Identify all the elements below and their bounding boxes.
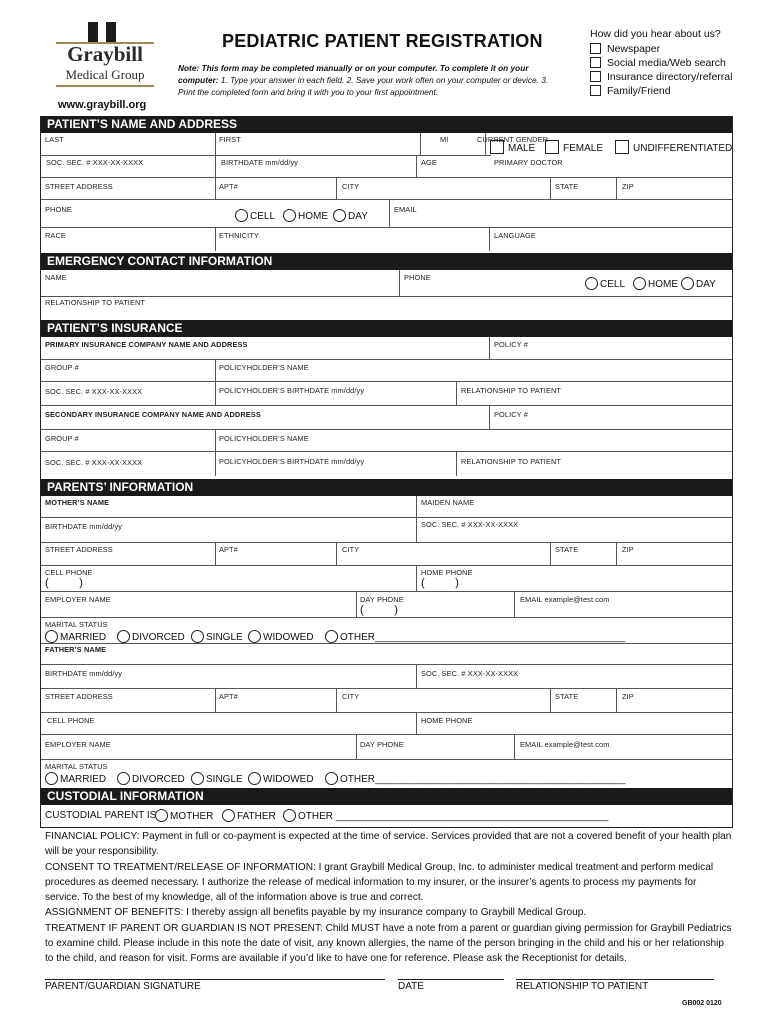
logo-name: Graybill	[67, 42, 143, 66]
mother-marital-status-label: MARITAL STATUS	[45, 620, 108, 629]
checkbox-icon[interactable]	[545, 140, 559, 154]
patient-phone-day-option[interactable]: DAY	[333, 209, 368, 222]
logo-mark-icon	[88, 22, 116, 42]
father-city-field[interactable]: CITY	[342, 692, 360, 701]
radio-icon[interactable]	[45, 772, 58, 785]
patient-phone-field[interactable]: PHONE	[45, 205, 72, 214]
treatment-policy: TREATMENT IF PARENT OR GUARDIAN IS NOT PRESENT: Child MUST have a note from a parent or guardian giving permission for Graybill Pediatrics to examine child. Please include in this note the date of visit, any known allergies, the name of the person bringing in the child and his or her relationship to the child, and reason for visit. Forms are available if you’d like to have one for reference. Please ask the Receptionist for details.	[45, 922, 732, 965]
mother-cell-phone-field[interactable]: CELL PHONE	[45, 568, 93, 577]
radio-icon[interactable]	[248, 772, 261, 785]
secondary-holder-birthdate-field[interactable]: POLICYHOLDER’S BIRTHDATE mm/dd/yy	[219, 457, 365, 466]
current-gender-label: CURRENT GENDER	[477, 135, 549, 144]
form-code: GB002 0120	[682, 1000, 722, 1007]
patient-phone-cell-option[interactable]: CELL	[235, 209, 275, 222]
custodial-parent-label: CUSTODIAL PARENT IS	[45, 810, 157, 821]
mother-state-field[interactable]: STATE	[555, 545, 579, 554]
policy-statements	[45, 829, 733, 967]
patient-state-field[interactable]: STATE	[555, 182, 579, 191]
emergency-phone-home-option[interactable]: HOME	[633, 277, 678, 290]
hear-option-family[interactable]: Family/Friend	[590, 85, 671, 97]
gender-female-option[interactable]: FEMALE	[545, 140, 603, 154]
father-state-field[interactable]: STATE	[555, 692, 579, 701]
hear-about-label: How did you hear about us?	[590, 28, 721, 40]
mother-marital-single[interactable]: SINGLE	[191, 630, 243, 643]
checkbox-icon[interactable]	[615, 140, 629, 154]
father-ssn-field[interactable]: SOC. SEC. # XXX-XX-XXXX	[421, 669, 519, 678]
father-name-field[interactable]: FATHER’S NAME	[45, 645, 107, 654]
checkbox-icon[interactable]	[490, 140, 504, 154]
radio-icon[interactable]	[117, 630, 130, 643]
section-custodial-information: CUSTODIAL INFORMATION	[41, 788, 732, 805]
date-label: DATE	[398, 981, 424, 992]
patient-phone-home-option[interactable]: HOME	[283, 209, 328, 222]
primary-ssn-field[interactable]: SOC. SEC. # XXX-XX-XXXX	[45, 387, 143, 396]
mother-city-field[interactable]: CITY	[342, 545, 360, 554]
mother-zip-field[interactable]: ZIP	[622, 545, 634, 554]
patient-language-field[interactable]: LANGUAGE	[494, 231, 536, 240]
registration-form	[40, 116, 733, 828]
patient-city-field[interactable]: CITY	[342, 182, 360, 191]
father-apt-field[interactable]: APT#	[219, 692, 238, 701]
father-marital-widowed[interactable]: WIDOWED	[248, 772, 314, 785]
first-name-field[interactable]: FIRST	[219, 135, 241, 144]
father-marital-married[interactable]: MARRIED	[45, 772, 106, 785]
father-marital-divorced[interactable]: DIVORCED	[117, 772, 185, 785]
radio-icon[interactable]	[235, 209, 248, 222]
mother-birthdate-field[interactable]: BIRTHDATE mm/dd/yy	[45, 522, 123, 531]
father-birthdate-field[interactable]: BIRTHDATE mm/dd/yy	[45, 669, 123, 678]
hear-option-social-media[interactable]: Social media/Web search	[590, 57, 726, 69]
radio-icon[interactable]	[191, 772, 204, 785]
parent-signature-label: PARENT/GUARDIAN SIGNATURE	[45, 981, 201, 992]
father-email-field[interactable]: EMAIL example@test.com	[520, 740, 610, 749]
secondary-ssn-field[interactable]: SOC. SEC. # XXX-XX-XXXX	[45, 458, 143, 467]
checkbox-icon[interactable]	[590, 57, 601, 68]
radio-icon[interactable]	[191, 630, 204, 643]
assignment-of-benefits: ASSIGNMENT OF BENEFITS: I thereby assign all benefits payable by my insurance company to Graybill Medical Group.	[45, 907, 587, 919]
checkbox-icon[interactable]	[590, 71, 601, 82]
website: www.graybill.org	[58, 99, 147, 111]
graybill-logo	[56, 22, 154, 96]
mother-day-phone-field[interactable]: DAY PHONE	[360, 595, 404, 604]
radio-icon[interactable]	[283, 809, 296, 822]
mother-apt-field[interactable]: APT#	[219, 545, 238, 554]
custodial-father-option[interactable]: FATHER	[222, 809, 276, 822]
mother-marital-other[interactable]: OTHER_____________________________________________	[325, 630, 625, 643]
mother-email-field[interactable]: EMAIL example@test.com	[520, 595, 610, 604]
radio-icon[interactable]	[585, 277, 598, 290]
custodial-mother-option[interactable]: MOTHER	[155, 809, 213, 822]
emergency-name-field[interactable]: NAME	[45, 273, 67, 282]
gender-male-option[interactable]: MALE	[490, 140, 535, 154]
father-marital-other[interactable]: OTHER_____________________________________________	[325, 772, 625, 785]
radio-icon[interactable]	[325, 630, 338, 643]
patient-ethnicity-field[interactable]: ETHNICITY	[219, 231, 259, 240]
date-line[interactable]	[398, 979, 504, 980]
mother-day-area-code[interactable]: ( )	[360, 604, 398, 616]
primary-holder-name-field[interactable]: POLICYHOLDER’S NAME	[219, 363, 309, 372]
radio-icon[interactable]	[681, 277, 694, 290]
patient-zip-field[interactable]: ZIP	[622, 182, 634, 191]
secondary-policy-field[interactable]: POLICY #	[494, 410, 528, 419]
radio-icon[interactable]	[633, 277, 646, 290]
mother-ssn-field[interactable]: SOC. SEC. # XXX-XX-XXXX	[421, 520, 519, 529]
father-zip-field[interactable]: ZIP	[622, 692, 634, 701]
emergency-relationship-field[interactable]: RELATIONSHIP TO PATIENT	[45, 298, 146, 307]
middle-initial-field[interactable]: MI	[440, 135, 449, 144]
custodial-other-option[interactable]: OTHER _________________________________________________	[283, 809, 608, 822]
patient-street-field[interactable]: STREET ADDRESS	[45, 182, 113, 191]
patient-race-field[interactable]: RACE	[45, 231, 66, 240]
mother-cell-area-code[interactable]: ( )	[45, 577, 83, 589]
relationship-line[interactable]	[516, 979, 714, 980]
gender-undifferentiated-option[interactable]: UNDIFFERENTIATED	[615, 140, 732, 154]
radio-icon[interactable]	[333, 209, 346, 222]
hear-option-insurance[interactable]: Insurance directory/referral	[590, 71, 732, 83]
relationship-label: RELATIONSHIP TO PATIENT	[516, 981, 649, 992]
radio-icon[interactable]	[117, 772, 130, 785]
primary-holder-birthdate-field[interactable]: POLICYHOLDER’S BIRTHDATE mm/dd/yy	[219, 386, 365, 395]
form-note: Note: This form may be completed manually or on your computer. To complete it on your computer: 1. Type your answer in each field. 2. Save your work often on your computer or device. 3. Print the completed form and bring it with you to your first appointment.	[178, 63, 549, 97]
patient-email-field[interactable]: EMAIL	[394, 205, 417, 214]
primary-policy-field[interactable]: POLICY #	[494, 340, 528, 349]
mother-marital-married[interactable]: MARRIED	[45, 630, 106, 643]
primary-relationship-field[interactable]: RELATIONSHIP TO PATIENT	[461, 386, 562, 395]
radio-icon[interactable]	[45, 630, 58, 643]
mother-name-field[interactable]: MOTHER’S NAME	[45, 498, 110, 507]
emergency-phone-day-option[interactable]: DAY	[681, 277, 716, 290]
checkbox-icon[interactable]	[590, 85, 601, 96]
section-parents-information: PARENTS’ INFORMATION	[41, 479, 732, 496]
father-day-phone-field[interactable]: DAY PHONE	[360, 740, 404, 749]
radio-icon[interactable]	[155, 809, 168, 822]
father-home-phone-field[interactable]: HOME PHONE	[421, 716, 473, 725]
radio-icon[interactable]	[325, 772, 338, 785]
father-marital-status-label: MARITAL STATUS	[45, 762, 108, 771]
mother-home-phone-field[interactable]: HOME PHONE	[421, 568, 473, 577]
page-title: PEDIATRIC PATIENT REGISTRATION	[222, 31, 543, 51]
father-cell-phone-field[interactable]: CELL PHONE	[47, 716, 95, 725]
parent-signature-line[interactable]	[45, 979, 385, 980]
mother-marital-widowed[interactable]: WIDOWED	[248, 630, 314, 643]
patient-apt-field[interactable]: APT#	[219, 182, 238, 191]
hear-option-newspaper[interactable]: Newspaper	[590, 43, 660, 55]
mother-home-area-code[interactable]: ( )	[421, 577, 459, 589]
radio-icon[interactable]	[283, 209, 296, 222]
primary-group-field[interactable]: GROUP #	[45, 363, 79, 372]
secondary-holder-name-field[interactable]: POLICYHOLDER’S NAME	[219, 434, 309, 443]
section-emergency-contact: EMERGENCY CONTACT INFORMATION	[41, 253, 732, 270]
section-patient-insurance: PATIENT’S INSURANCE	[41, 320, 732, 337]
logo-subtitle: Medical Group	[65, 67, 145, 82]
father-street-field[interactable]: STREET ADDRESS	[45, 692, 113, 701]
father-employer-field[interactable]: EMPLOYER NAME	[45, 740, 111, 749]
mother-employer-field[interactable]: EMPLOYER NAME	[45, 595, 111, 604]
radio-icon[interactable]	[248, 630, 261, 643]
secondary-relationship-field[interactable]: RELATIONSHIP TO PATIENT	[461, 457, 562, 466]
secondary-insurance-field[interactable]: SECONDARY INSURANCE COMPANY NAME AND ADDRESS	[45, 410, 261, 419]
patient-age-field[interactable]: AGE	[421, 158, 437, 167]
emergency-phone-cell-option[interactable]: CELL	[585, 277, 625, 290]
last-name-field[interactable]: LAST	[45, 135, 64, 144]
checkbox-icon[interactable]	[590, 43, 601, 54]
consent-statement: CONSENT TO TREATMENT/RELEASE OF INFORMATION: I grant Graybill Medical Group, Inc. to administer medical treatment and perform medical procedures as deemed necessary. I authorize the release of medical information to my insurer, or the insurer’s agents to process my payments for service. To the best of my knowledge, all of the information above is true and correct.	[45, 861, 714, 904]
patient-ssn-field[interactable]: SOC. SEC. # XXX-XX-XXXX	[46, 158, 144, 167]
father-marital-single[interactable]: SINGLE	[191, 772, 243, 785]
patient-birthdate-field[interactable]: BIRTHDATE mm/dd/yy	[221, 158, 299, 167]
primary-doctor-field[interactable]: PRIMARY DOCTOR	[494, 158, 563, 167]
financial-policy: FINANCIAL POLICY: Payment in full or co-payment is expected at the time of service. Services provided that are not a covered benefit of your health plan will be your responsibility.	[45, 831, 732, 858]
mother-maiden-name-field[interactable]: MAIDEN NAME	[421, 498, 475, 507]
radio-icon[interactable]	[222, 809, 235, 822]
emergency-phone-field[interactable]: PHONE	[404, 273, 431, 282]
primary-insurance-field[interactable]: PRIMARY INSURANCE COMPANY NAME AND ADDRESS	[45, 340, 248, 349]
mother-street-field[interactable]: STREET ADDRESS	[45, 545, 113, 554]
mother-marital-divorced[interactable]: DIVORCED	[117, 630, 185, 643]
secondary-group-field[interactable]: GROUP #	[45, 434, 79, 443]
section-patient-name-address: PATIENT’S NAME AND ADDRESS	[41, 116, 732, 133]
